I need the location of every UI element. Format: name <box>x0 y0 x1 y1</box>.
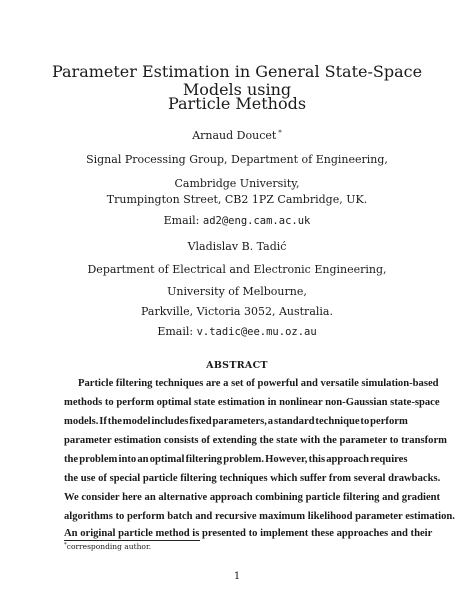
author-1-name: Arnaud Doucet <box>192 129 277 142</box>
author-2-name: Vladislav B. Tadić <box>187 240 287 253</box>
abstract-line: methods to perform optimal state estimation in nonlinear non-Gaussian state-space <box>64 397 440 408</box>
abstract-line: algorithms to perform batch and recursive maximum likelihood parameter estimation. <box>64 511 455 522</box>
abstract-line: We consider here an alternative approach combining particle filtering and gradient <box>64 492 441 503</box>
footnote-mark: * <box>64 542 67 548</box>
author-1-affiliation-line-1: Signal Processing Group, Department of Engineering, <box>86 153 388 166</box>
author-1-name-line <box>30 129 444 144</box>
author-2-affiliation-line-3: Parkville, Victoria 3052, Australia. <box>141 305 333 318</box>
author-1-email-label: Email: <box>163 214 200 227</box>
paper-title-line-1: Parameter Estimation in General State-Space Models using <box>51 62 423 99</box>
author-1-affiliation-line-3: Trumpington Street, CB2 1PZ Cambridge, UK. <box>106 193 368 206</box>
paper-title-line-2: Particle Methods <box>167 94 307 113</box>
abstract-line: the use of special particle filtering techniques which suffer from several drawbacks. <box>64 473 441 484</box>
author-2-affiliation-line-1: Department of Electrical and Electronic Engineering, <box>87 263 387 276</box>
author-1-email[interactable]: ad2@eng.cam.ac.uk <box>202 215 311 227</box>
author-1-email-line <box>30 214 444 228</box>
footnote-rule <box>64 540 200 541</box>
author-1-footnote-mark: * <box>278 129 282 137</box>
abstract-heading: ABSTRACT <box>206 360 268 371</box>
footnote <box>64 542 151 553</box>
abstract-line: the problem into an optimal filtering problem. However, this approach requires <box>64 454 408 465</box>
page-number: 1 <box>233 571 241 582</box>
abstract-line: models. If the model includes fixed parameters, a standard technique to perform <box>64 416 408 427</box>
abstract-line: An original particle method is presented to implement these approaches and their <box>64 528 433 539</box>
author-2-affiliation-line-2: University of Melbourne, <box>167 285 307 298</box>
author-2-email[interactable]: v.tadic@ee.mu.oz.au <box>196 326 317 338</box>
author-1-affiliation-line-2: Cambridge University, <box>174 177 300 190</box>
author-2-email-line <box>30 325 444 339</box>
abstract-line: Particle filtering techniques are a set of powerful and versatile simulation-based <box>78 378 439 389</box>
abstract-line: parameter estimation consists of extending the state with the parameter to transform <box>64 435 447 446</box>
author-2-email-label: Email: <box>157 325 194 338</box>
footnote-text: corresponding author. <box>66 542 152 551</box>
